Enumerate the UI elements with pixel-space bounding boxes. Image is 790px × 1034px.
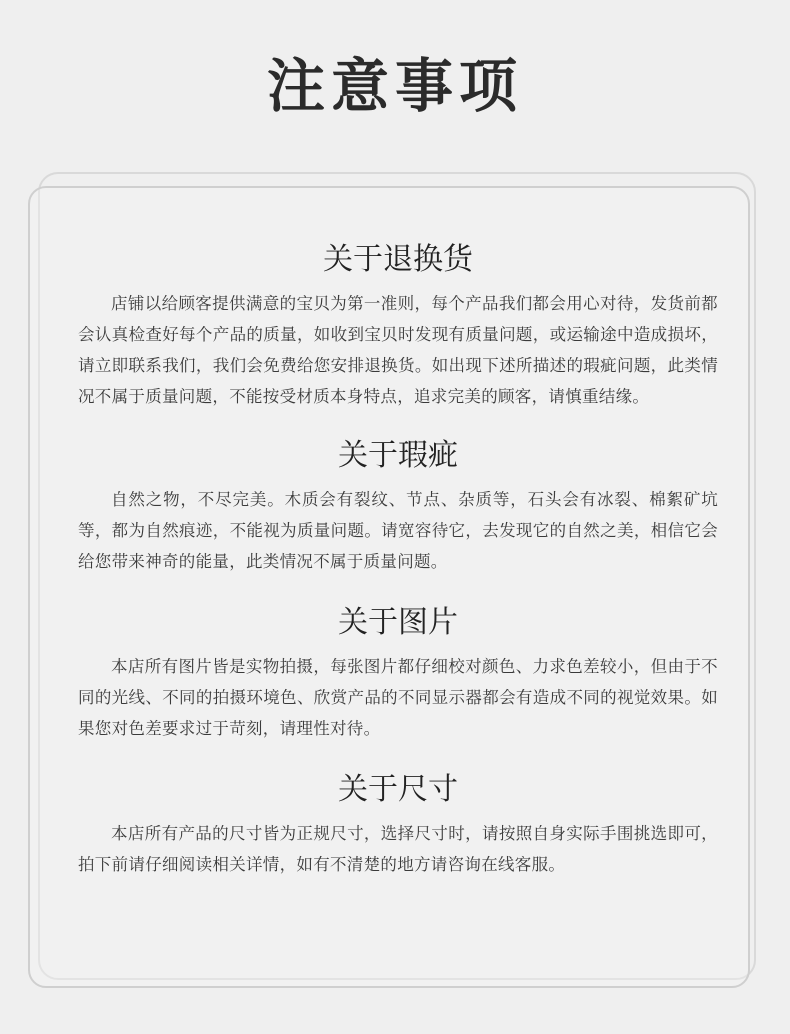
section-heading-size: 关于尺寸 <box>338 772 458 807</box>
section-body-flaws: 自然之物，不尽完美。木质会有裂纹、节点、杂质等，石头会有冰裂、棉絮矿坑等，都为自然痕迹，不能视为质量问题。请宽容待它，去发现它的自然之美，相信它会给您带来神奇的能量，此类情况不属于质量问题。 <box>78 490 718 571</box>
section-flaws <box>78 434 718 577</box>
section-body-size: 本店所有产品的尺寸皆为正规尺寸，选择尺寸时，请按照自身实际手围挑选即可，拍下前请仔细阅读相关详情，如有不清楚的地方请咨询在线客服。 <box>78 824 718 874</box>
page-title: 注意事项 <box>266 52 523 120</box>
section-returns <box>78 238 718 412</box>
section-heading-flaws: 关于瑕疵 <box>338 438 458 473</box>
section-body-pictures: 本店所有图片皆是实物拍摄，每张图片都仔细校对颜色、力求色差较小，但由于不同的光线、不同的拍摄环境色、欣赏产品的不同显示器都会有造成不同的视觉效果。如果您对色差要求过于苛刻，请理性对待。 <box>78 657 718 738</box>
section-size <box>78 768 718 880</box>
section-heading-returns: 关于退换货 <box>323 242 473 277</box>
section-heading-pictures: 关于图片 <box>338 605 458 640</box>
section-body-returns: 店铺以给顾客提供满意的宝贝为第一准则，每个产品我们都会用心对待，发货前都会认真检查好每个产品的质量，如收到宝贝时发现有质量问题，或运输途中造成损坏，请立即联系我们，我们会免费给您安排退换货。如出现下述所描述的瑕疵问题，此类情况不属于质量问题，不能按受材质本身特点，追求完美的顾客，请慎重结缘。 <box>78 294 718 406</box>
notice-content <box>78 238 718 880</box>
section-pictures <box>78 601 718 744</box>
